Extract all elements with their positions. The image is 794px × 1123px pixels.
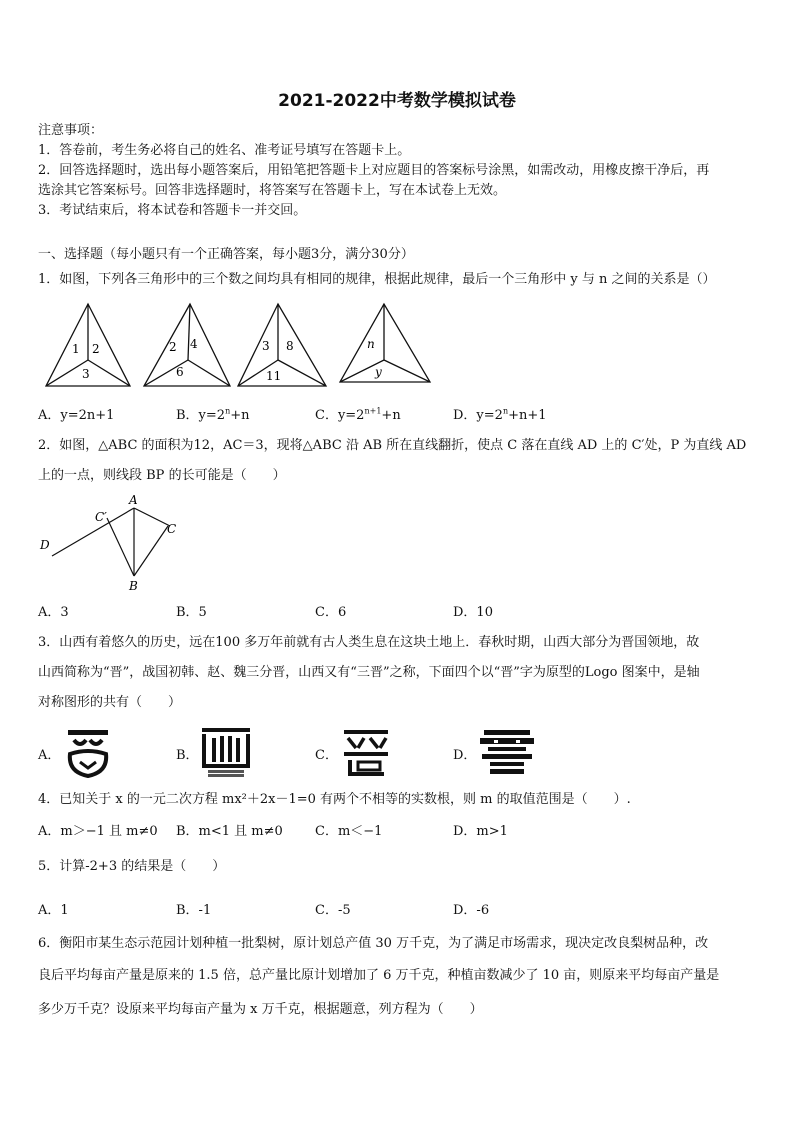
q3-option-c[interactable]: C． [315, 748, 338, 763]
notice-heading: 注意事项： [38, 123, 104, 138]
q1-option-d-tail: +n+1 [508, 408, 547, 423]
jin-logo-d-icon [478, 726, 536, 778]
q1-option-b-tail: +n [230, 408, 250, 423]
jin-logo-a-icon [64, 726, 112, 778]
q1-option-b-text: B．y=2 [176, 408, 226, 423]
q5-stem: 5．计算-2+3 的结果是（ ） [38, 859, 226, 874]
q6-stem-line1: 6．衡阳市某生态示范园计划种植一批梨树，原计划总产值 30 万千克，为了满足市场需求，现决定改良梨树品种，改 [38, 936, 709, 951]
triangle-1-right: 2 [92, 342, 100, 356]
q6-stem-line3: 多少万千克？设原来平均每亩产量为 x 万千克，根据题意，列方程为（ ） [38, 1002, 483, 1017]
triangle-2-right: 4 [190, 337, 198, 351]
triangle-1-bottom: 3 [82, 367, 90, 381]
q4-option-c[interactable]: C．m＜−1 [315, 824, 383, 839]
q2-option-d[interactable]: D．10 [453, 605, 493, 620]
triangle-3 [238, 304, 326, 386]
jin-logo-c-icon [340, 726, 392, 778]
q2-label-d: D [40, 538, 50, 552]
q2-stem-line1: 2．如图，△ABC 的面积为12，AC＝3，现将△ABC 沿 AB 所在直线翻折，使点 C 落在直线 AD 上的 C′处，P 为直线 AD [38, 438, 747, 453]
q2-stem-line2: 上的一点，则线段 BP 的长可能是（ ） [38, 468, 286, 483]
q5-options [38, 899, 760, 919]
q1-option-a[interactable] [38, 404, 114, 423]
triangle-2-left: 2 [169, 340, 177, 354]
q1-option-c-text: C．y=2 [315, 408, 365, 423]
q4-options [38, 820, 760, 840]
q1-option-d[interactable] [453, 404, 547, 423]
triangle-3-left: 3 [262, 339, 270, 353]
q1-stem: 1．如图，下列各三角形中的三个数之间均具有相同的规律，根据此规律，最后一个三角形中 y 与 n 之间的关系是（） [38, 272, 716, 287]
q5-option-b[interactable]: B．-1 [176, 903, 212, 918]
q1-options [38, 404, 760, 424]
q5-option-d[interactable]: D．-6 [453, 903, 490, 918]
q1-option-c-tail: +n [381, 408, 401, 423]
triangle-2-bottom: 6 [176, 365, 184, 379]
section-heading: 一、选择题（每小题只有一个正确答案，每小题3分，满分30分） [38, 247, 414, 262]
triangle-3-right: 8 [286, 339, 294, 353]
triangle-4-bottom: y [375, 365, 382, 379]
q3-options [38, 726, 760, 782]
q1-option-b[interactable] [176, 404, 249, 423]
notice-item-3: 3．考试结束后，将本试卷和答题卡一并交回。 [38, 203, 307, 218]
q1-option-c-exp: n+1 [364, 406, 382, 416]
triangle-3-bottom: 11 [266, 369, 282, 383]
q4-option-d[interactable]: D．m>1 [453, 824, 508, 839]
q4-stem: 4．已知关于 x 的一元二次方程 mx²＋2x－1=0 有两个不相等的实数根，则 m 的取值范围是（ ）. [38, 792, 631, 807]
q1-option-c[interactable] [315, 404, 401, 423]
q3-stem-line3: 对称图形的共有（ ） [38, 695, 182, 710]
q3-option-d[interactable]: D． [453, 748, 477, 763]
q2-label-a: A [129, 493, 138, 507]
q4-option-b[interactable]: B．m<1 且 m≠0 [176, 824, 283, 839]
q2-option-b[interactable]: B．5 [176, 605, 207, 620]
q2-lines [52, 508, 170, 576]
q3-option-b[interactable]: B． [176, 748, 199, 763]
q2-label-c-prime: C′ [95, 510, 107, 524]
q2-geometry-figure [36, 490, 196, 594]
q5-option-a[interactable]: A．1 [38, 903, 69, 918]
q3-stem-line1: 3．山西有着悠久的历史，远在100 多万年前就有古人类生息在这块土地上．春秋时期，山西大部分为晋国领地，故 [38, 635, 700, 650]
triangle-4-left: n [367, 337, 375, 351]
triangle-4 [340, 304, 430, 382]
q5-option-c[interactable]: C．-5 [315, 903, 351, 918]
jin-logo-b-icon [200, 726, 252, 778]
q2-option-c[interactable]: C．6 [315, 605, 347, 620]
triangle-2 [144, 304, 230, 386]
q3-stem-line2: 山西简称为“晋”，战国初韩、赵、魏三分晋，山西又有“三晋”之称，下面四个以“晋”字为原型的Logo 图案中，是轴 [38, 665, 700, 680]
q6-stem-line2: 良后平均每亩产量是原来的 1.5 倍，总产量比原计划增加了 6 万千克，种植亩数减少了 10 亩，则原来平均每亩产量是 [38, 968, 720, 983]
notice-item-2: 2．回答选择题时，选出每小题答案后，用铅笔把答题卡上对应题目的答案标号涂黑，如需改动，用橡皮擦干净后，再 [38, 163, 710, 178]
q1-triangles-figure [38, 298, 458, 394]
notice-item-2-cont: 选涂其它答案标号。回答非选择题时，将答案写在答题卡上，写在本试卷上无效。 [38, 183, 507, 198]
q2-label-b: B [129, 579, 138, 593]
q2-option-a[interactable]: A．3 [38, 605, 69, 620]
q1-option-b-exp: n [225, 406, 231, 416]
notice-item-1: 1．答卷前，考生务必将自己的姓名、准考证号填写在答题卡上。 [38, 143, 411, 158]
q3-option-a[interactable]: A． [38, 748, 61, 763]
q1-option-a-text: A．y=2n+1 [38, 408, 115, 423]
q4-option-a[interactable]: A．m＞−1 且 m≠0 [38, 824, 158, 839]
q1-option-d-text: D．y=2 [453, 408, 503, 423]
triangle-1-left: 1 [72, 342, 80, 356]
q2-options [38, 601, 760, 621]
q1-option-d-exp: n [502, 406, 509, 416]
q2-label-c: C [167, 522, 177, 536]
page-title: 2021-2022中考数学模拟试卷 [278, 91, 516, 111]
